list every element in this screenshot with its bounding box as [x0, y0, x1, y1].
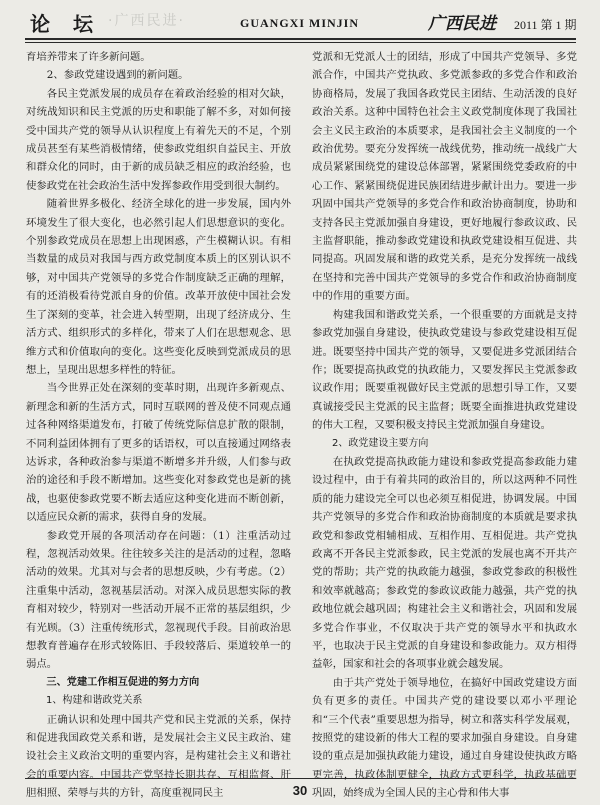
- header-rule-thin: [25, 42, 576, 43]
- paragraph: 党派和无党派人士的团结，形成了中国共产党领导、多党派合作，中国共产党执政、多党派参政的多党合作和政治协商格局，发展了我国各政党民主团结、生动活泼的良好政治关系。这种中国特色社会主义政党制度体现了我国社会主义民主政治的本质要求，是我国社会主义制度的一个政治优势。要充分发挥统一战线优势，推动统一战线广大成员紧紧围绕党的建设总体部署，紧紧围绕党委政府的中心工作、紧紧围绕促进民族团结进步献计出力。要进一步巩固中国共产党领导的多党合作和政治协商制度，协助和支持各民主党派加强自身建设，更好地履行参政议政、民主监督职能，推动参政党建设和执政党建设相互促进、共同提高。巩固发展和谐的政党关系，是充分发挥统一战线在坚持和完善中国共产党领导的多党合作和政治协商制度中的作用的重要方面。: [312, 51, 577, 303]
- footer-rule: [25, 778, 576, 779]
- page-number: 30: [292, 783, 308, 798]
- magazine-name-en: GUANGXI MINJIN: [240, 16, 359, 30]
- section-heading: 三、党建工作相互促进的努力方向: [46, 676, 200, 688]
- paragraph: 在执政党提高执政能力建设和参政党提高参政能力建设过程中，由于有着共同的政治目的，所以这两种不同性质的能力建设完全可以也必须互相促进，协调发展。中国共产党领导的多党合作和政治协商制度的本质就是要求执政党和参政党相辅相成、互相作用、互相促进。共产党执政离不开各民主党派参政，民主党派的发展也离不开共产党的帮助；共产党的执政能力越强，参政党参政的积极性和效率就越高；参政党的参政议政能力越强，共产党的执政地位就会越巩固；构建社会主义和谐社会，巩固和发展多党合作事业，不仅取决于共产党的领导水平和执政水平，也取决于民主党派的自身建设和参政能力。双方相得益彰，国家和社会的各项事业就会越发展。: [312, 455, 577, 671]
- page-footer: [0, 778, 600, 805]
- paragraph: 参政党开展的各项活动存在问题：（1）注重活动过程，忽视活动效果。往往较多关注的是活动的过程，忽略活动的效果。尤其对与会者的思想反映，少有考虑。（2）注重集中活动，忽视基层活动。对深入成员思想实际的教育相对较少，特别对一些活动开展不正常的基层组织，少有光顾。（3）注重传统形式，忽视现代手段。目前政治思想教育普遍存在形式较陈旧、手段较落后、渠道较单一的弱点。: [26, 529, 291, 671]
- subsection-heading: 2、政党建设主要方向: [332, 437, 429, 449]
- magazine-logo: 广西民进: [428, 14, 496, 34]
- right-column: [312, 48, 577, 800]
- header-rule: [25, 38, 576, 40]
- issue-number: 2011 第 1 期: [514, 18, 577, 32]
- subsection-heading: 1、构建和谐政党关系: [46, 695, 143, 707]
- left-column: [26, 48, 291, 800]
- section-title: 论 坛: [30, 12, 101, 36]
- paragraph: 当今世界正处在深刻的变革时期，出现许多新观点、新理念和新的生活方式，同时互联网的普及使不同观点通过各种网络渠道发布，打破了传统党际信息扩散的限制，不同利益团体拥有了更多的话语权，可以直接通过网络表达诉求，各种政治参与渠道不断增多并升级，人们参与政治的途径和手段不断增加。这些变化对参政党也是新的挑战，也驱使参政党要不断去适应这种变化进而不断创新，以适应民众新的需求，获得自身的发展。: [26, 382, 291, 524]
- page-header: [0, 0, 600, 44]
- paragraph: 随着世界多极化、经济全球化的进一步发展，国内外环境发生了很大变化，也必然引起人们思想意识的变化。个别参政党成员在思想上出现困惑，产生模糊认识。有相当数量的成员对我国与西方政党制度本质上的区别认识不够，对中国共产党领导的多党合作制度缺乏正确的理解，有的还消极看待党派自身的价值。改革开放使中国社会发生了深刻的变革，社会进入转型期，出现了经济成分、生活方式、组织形式的多样化，带来了人们在思想观念、思维方式和价值取向的变化。这些变化反映到党派成员的思想上，呈现出思想多样性的特征。: [26, 198, 291, 376]
- paragraph: 由于共产党处于领导地位，在搞好中国政党建设方面负有更多的责任。中国共产党的建设要以邓小平理论和“三个代表”重要思想为指导，树立和落实科学发展观，按照党的建设新的伟大工程的要求加强自身建设。自身建设的重点是加强执政能力建设，通过自身建设使执政方略更完善，执政体制更健全，执政方式更科学，执政基础更巩固，始终成为全国人民的主心骨和伟大事: [312, 676, 577, 800]
- header-watermark: ·广西民进·: [108, 13, 185, 29]
- paragraph: 2、参政党建设遇到的新问题。: [46, 69, 189, 82]
- paragraph: 正确认识和处理中国共产党和民主党派的关系，保持和促进我国政党关系和谐，是发展社会主义民主政治、建设社会主义政治文明的重要内容，是构建社会主义和谐社会的重要内容。中国共产党坚持长期共存、互相监督、肝胆相照、荣辱与共的方针，高度重视同民主: [26, 713, 291, 800]
- paragraph: 各民主党派发展的成员存在着政治经验的相对欠缺，对统战知识和民主党派的历史和职能了解不多，对如何接受中国共产党的领导从认识程度上有着先天的不足，个别成员甚至有某些消极情绪，使参政党组织自益民主、开放和群众化的同时，由于新的成员缺乏相应的政治经验，也使参政党在社会政治生活中发挥参政作用受到很大制约。: [26, 87, 291, 192]
- paragraph: 育培养带来了许多新问题。: [26, 51, 151, 63]
- paragraph: 构建我国和谐政党关系，一个很重要的方面就是支持参政党加强自身建设，使执政党建设与参政党建设相互促进。既要坚持中国共产党的领导，又要促进多党派团结合作；既要提高执政党的执政能力，又要发挥民主党派参政议政作用；既要重视做好民主党派的思想引导工作，又要真诚接受民主党派的民主监督；既要全面推进执政党建设的伟大工程，又要积极支持民主党派加强自身建设。: [312, 308, 577, 432]
